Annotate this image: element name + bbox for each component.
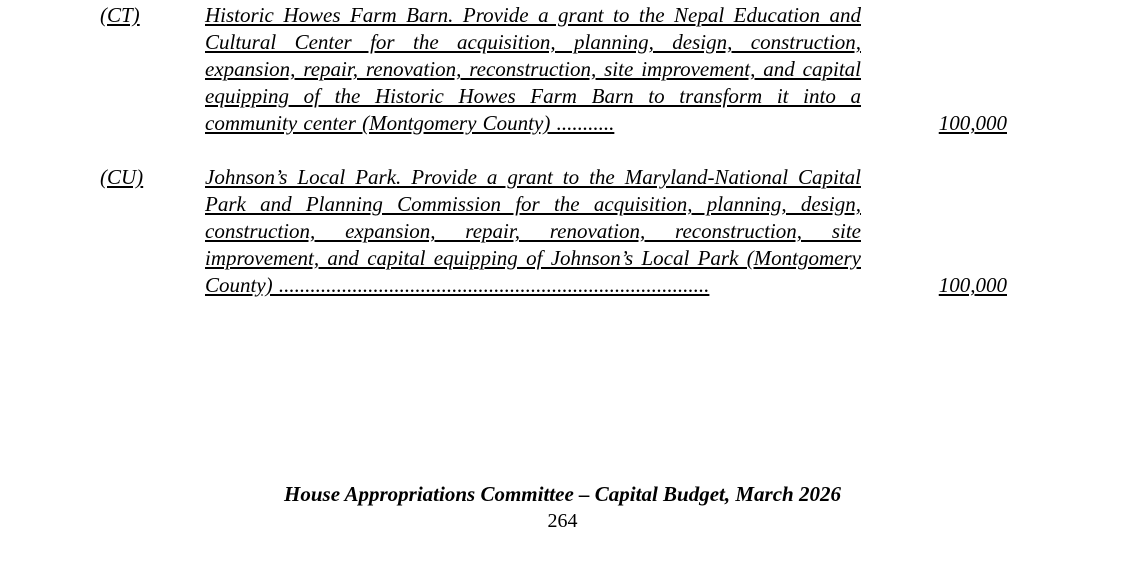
item-amount-cu: 100,000 bbox=[938, 273, 1007, 297]
appropriation-item-cu bbox=[100, 164, 1007, 299]
item-code-cu: (CU) bbox=[100, 165, 144, 189]
page-number: 264 bbox=[547, 510, 578, 532]
appropriation-item-ct bbox=[100, 2, 1007, 137]
item-amount-ct: 100,000 bbox=[938, 111, 1007, 135]
item-description-cu: Johnson’s Local Park. Provide a grant to the Maryland-National Capital Park and Planning Commission for the acquisition, planning, design, construction, expansion, repair, renovation, reconstruction, site improvement, and capital equipping of Johnson’s Local Park (Montgomery County) .................................................................................. bbox=[205, 165, 861, 297]
item-description-ct: Historic Howes Farm Barn. Provide a grant to the Nepal Education and Cultural Center for the acquisition, planning, design, construction, expansion, repair, renovation, reconstruction, site improvement, and capital equipping of the Historic Howes Farm Barn to transform it into a community center (Montgomery County) ........... bbox=[205, 3, 861, 135]
footer-title: House Appropriations Committee – Capital Budget, March 2026 bbox=[284, 482, 841, 506]
item-code-ct: (CT) bbox=[100, 3, 140, 27]
appropriations-list bbox=[100, 2, 1007, 299]
